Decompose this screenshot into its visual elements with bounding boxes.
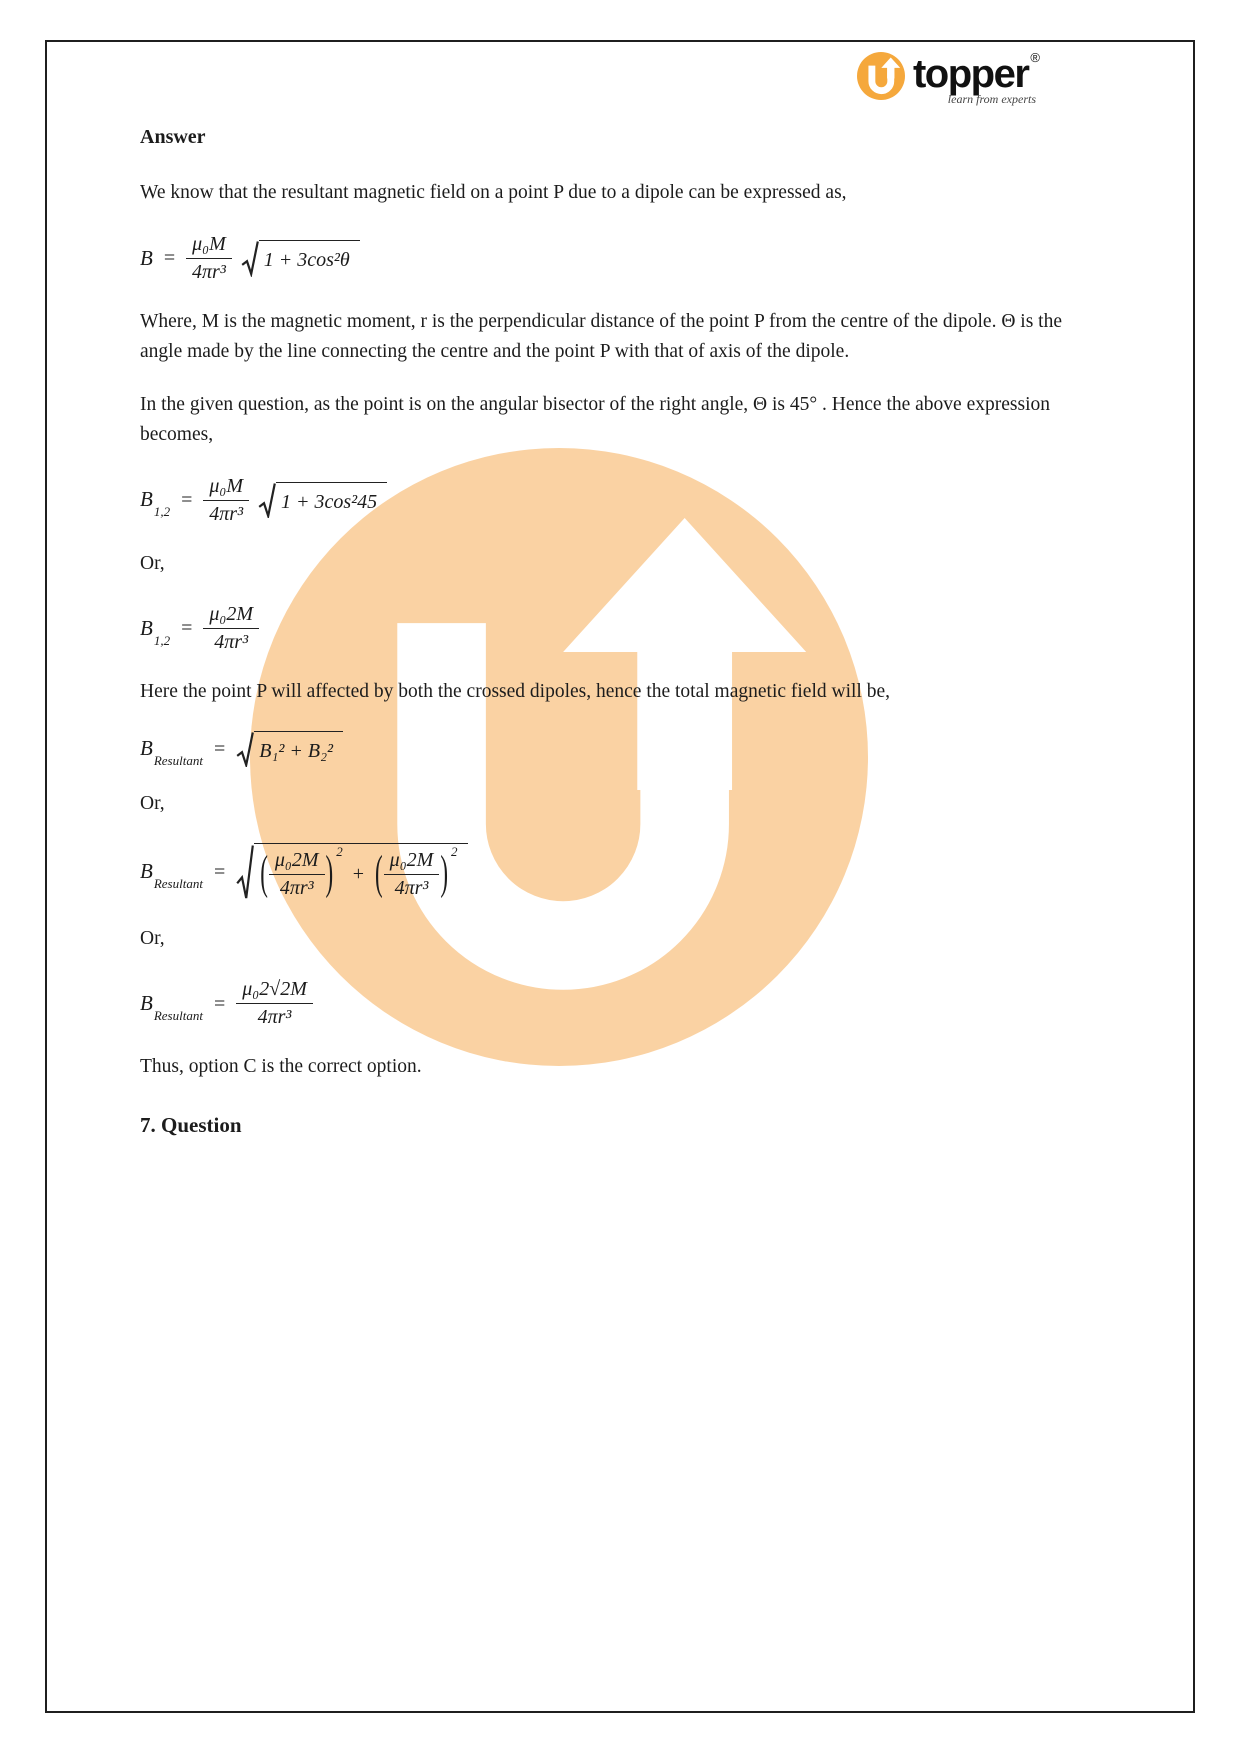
question-heading: 7. Question (140, 1113, 242, 1138)
equation-lhs: B (140, 736, 153, 760)
radical-sign-icon (236, 843, 254, 902)
or-connector: Or, (140, 927, 165, 949)
radicand: 1 + 3cos²θ (259, 240, 360, 276)
equation-lhs-subscript: Resultant (153, 1008, 203, 1024)
fraction-denominator: 4πr³ (209, 502, 244, 525)
fraction-numerator: μ₀M (186, 232, 232, 259)
answer-heading: Answer (140, 126, 206, 148)
equation-lhs-subscript: Resultant (153, 753, 203, 769)
radical (241, 240, 360, 276)
fraction-denominator: 4πr³ (257, 1006, 292, 1029)
plus-sign: + (352, 863, 364, 886)
fraction-denominator: 4πr³ (394, 876, 429, 899)
equals-sign: = (213, 861, 226, 884)
equals-sign: = (181, 488, 193, 511)
equals-sign: = (213, 992, 226, 1015)
radical (236, 843, 467, 902)
fraction-numerator: μ₀M (203, 474, 249, 501)
brand-tagline: learn from experts (947, 92, 1036, 106)
or-connector: Or, (140, 552, 165, 574)
fraction-denominator: 4πr³ (214, 631, 249, 654)
equals-sign: = (213, 737, 226, 760)
equation-resultant-expanded (140, 843, 1100, 902)
equation-resultant-final (140, 977, 1100, 1030)
radical-sign-icon (236, 731, 254, 767)
close-paren: ) (325, 846, 334, 898)
squared-term (374, 843, 458, 901)
fraction-denominator: 4πr³ (192, 261, 226, 284)
radicand: 1 + 3cos²45 (276, 482, 387, 518)
paragraph-intro: We know that the resultant magnetic field on a point P due to a dipole can be expressed as, (140, 182, 847, 204)
radical-sign-icon (241, 240, 259, 276)
open-paren: ( (375, 846, 383, 898)
radical (236, 731, 343, 767)
fraction-numerator: μ₀2M (203, 602, 259, 629)
radicand: B₁² + B₂² (254, 731, 343, 767)
equation-lhs: B (140, 487, 153, 512)
equation-lhs: B (140, 245, 153, 270)
squared-term (259, 843, 343, 901)
equation-resultant-sqrt (140, 731, 1100, 767)
paragraph-crossed-dipoles: Here the point P will affected by both the crossed dipoles, hence the total magnetic field will be, (140, 681, 890, 703)
radical-sign-icon (258, 482, 276, 518)
equation-b12-sqrt (140, 474, 1100, 527)
brand-text-block (913, 52, 1040, 107)
equation-lhs: B (140, 990, 153, 1015)
equation-lhs: B (140, 859, 153, 884)
equation-lhs-subscript: Resultant (153, 876, 203, 892)
or-connector: Or, (140, 793, 165, 815)
paragraph-definitions: Where, M is the magnetic moment, r is the perpendicular distance of the point P from the centre of the dipole. Θ is the angle made by the line connecting the centre and the point P with that of axis of the dipole. (140, 311, 1063, 362)
equation-dipole-field (140, 232, 1100, 285)
fraction (186, 232, 232, 285)
brand-logo (857, 52, 1040, 107)
fraction-numerator: μ₀2M (269, 848, 325, 875)
fraction (384, 848, 440, 901)
fraction (269, 848, 325, 901)
open-paren: ( (260, 846, 268, 898)
registered-mark-icon: ® (1030, 50, 1040, 65)
exponent: 2 (336, 843, 343, 859)
fraction-numerator: μ₀2√2M (236, 977, 313, 1004)
close-paren: ) (440, 846, 448, 898)
equation-b12-simplified (140, 602, 1100, 655)
equation-lhs-subscript: 1,2 (153, 504, 171, 520)
brand-logo-icon (857, 52, 905, 100)
fraction (236, 977, 313, 1030)
radical (258, 482, 387, 518)
fraction-denominator: 4πr³ (279, 876, 314, 899)
equation-lhs: B (140, 615, 153, 640)
answer-section (140, 122, 1100, 1142)
brand-name: topper (912, 52, 1029, 96)
fraction-numerator: μ₀2M (384, 848, 440, 875)
paragraph-given-question: In the given question, as the point is on the angular bisector of the right angle, Θ is 45° . Hence the above expression becomes, (140, 394, 1050, 445)
exponent: 2 (451, 843, 458, 859)
equals-sign: = (181, 617, 193, 640)
equation-lhs-subscript: 1,2 (153, 632, 171, 648)
fraction (203, 602, 259, 655)
fraction (203, 474, 249, 527)
paragraph-conclusion: Thus, option C is the correct option. (140, 1056, 422, 1078)
radicand (254, 843, 467, 902)
equals-sign: = (163, 247, 176, 270)
